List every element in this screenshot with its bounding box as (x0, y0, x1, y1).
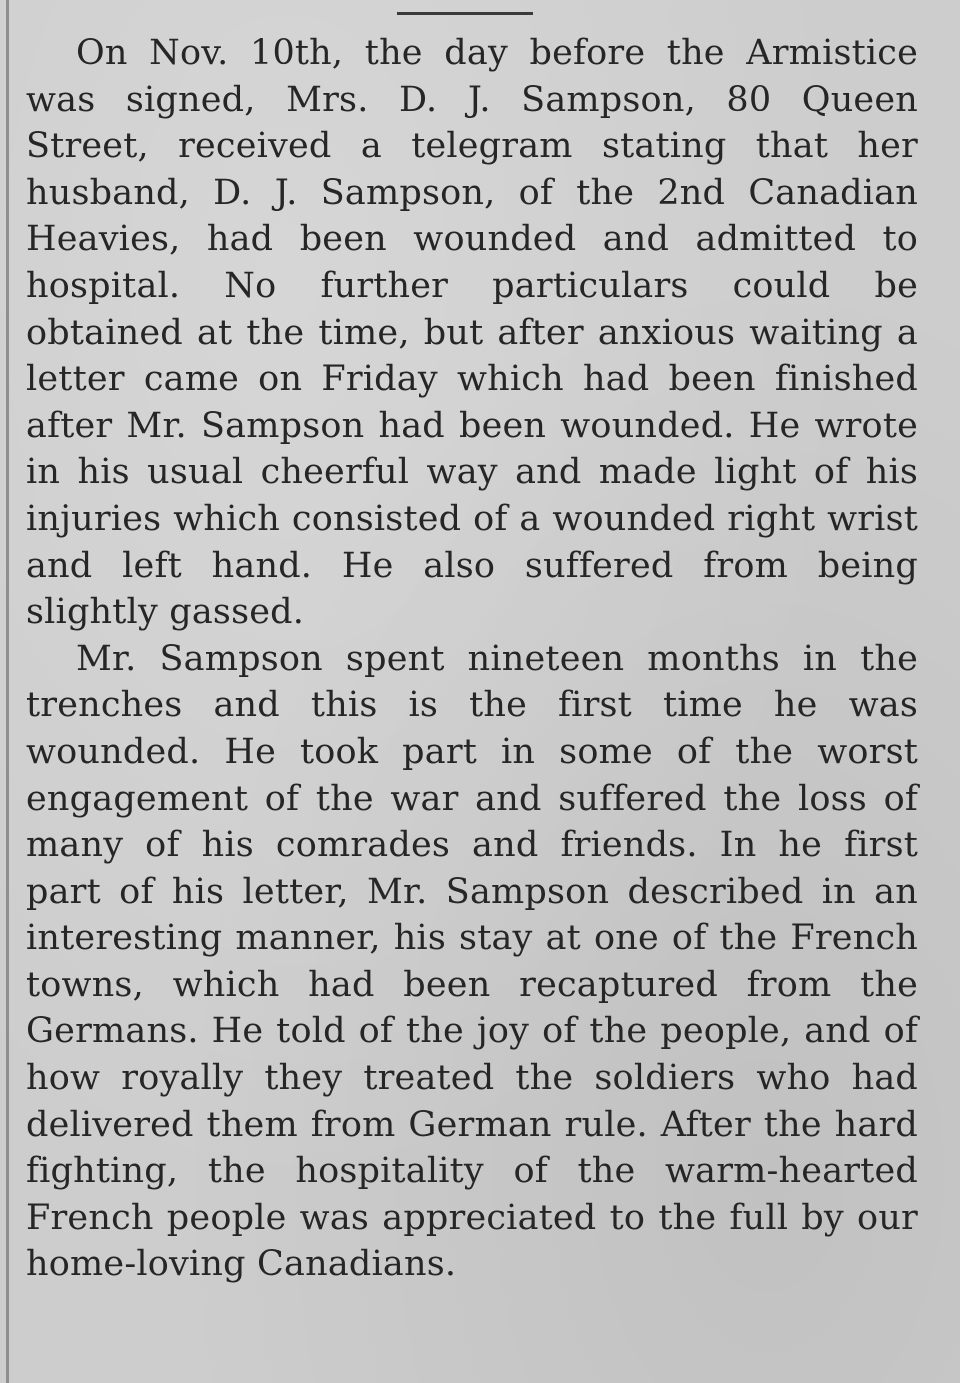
article-body (26, 30, 918, 1288)
clipping-edge-line (6, 0, 9, 1383)
article-paragraph-2: Mr. Sampson spent nineteen months in the trenches and this is the first time he was wounded. He took part in some of the worst engagement of the war and suffered the loss of many of his comrades and friends. In he first part of his letter, Mr. Sampson described in an interesting manner, his stay at one of the French towns, which had been recaptured from the Germans. He told of the joy of the people, and of how royally they treated the soldiers who had delivered them from German rule. After the hard fighting, the hospitality of the warm-hearted French people was appreciated to the full by our home-loving Canadians. (26, 638, 918, 1285)
article-paragraph-1: On Nov. 10th, the day before the Armistice was signed, Mrs. D. J. Sampson, 80 Queen Street, received a telegram stating that her husband, D. J. Sampson, of the 2nd Canadian Heavies, had been wounded and admitted to hospital. No further particulars could be obtained at the time, but after anxious waiting a letter came on Friday which had been finished after Mr. Sampson had been wounded. He wrote in his usual cheerful way and made light of his injuries which consisted of a wounded right wrist and left hand. He also suffered from being slightly gassed. (26, 33, 918, 633)
column-rule (397, 12, 533, 15)
